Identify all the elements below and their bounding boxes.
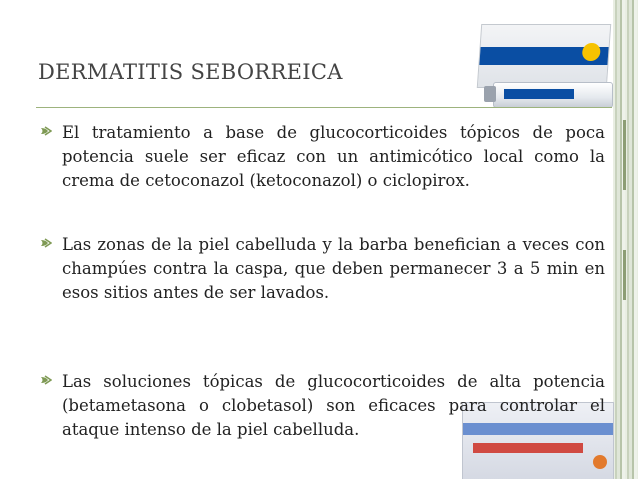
bullet-arrow-icon <box>40 126 52 136</box>
bullet-item <box>40 233 605 305</box>
bullet-text: Las soluciones tópicas de glucocorticoides de alta potencia (betametasona o clobetasol) son eficaces para controlar el ataque intenso de la piel cabelluda. <box>62 372 605 439</box>
bullet-text: Las zonas de la piel cabelluda y la barba benefician a veces con champúes contra la caspa, que deben permanecer 3 a 5 min en esos sitios antes de ser lavados. <box>62 235 605 302</box>
decorative-side-bar <box>613 0 638 479</box>
title-divider <box>36 107 612 108</box>
bullet-text: El tratamiento a base de glucocorticoides tópicos de poca potencia suele ser eficaz con un antimicótico local como la crema de cetoconazol (ketoconazol) o ciclopirox. <box>62 123 605 190</box>
side-bar-stripe <box>623 250 626 300</box>
slide-title: DERMATITIS SEBORREICA <box>38 60 343 84</box>
tube-cap <box>484 86 496 102</box>
side-bar-stripe <box>623 120 626 190</box>
bullet-item <box>40 370 605 442</box>
bullet-arrow-icon <box>40 375 52 385</box>
brand-logo-icon <box>593 455 607 469</box>
bullet-arrow-icon <box>40 238 52 248</box>
cetoconazol-tube-image <box>493 82 613 108</box>
box-band <box>473 443 583 453</box>
bullet-item <box>40 121 605 193</box>
cetoconazol-box-image <box>477 24 611 88</box>
tube-label <box>504 89 574 99</box>
